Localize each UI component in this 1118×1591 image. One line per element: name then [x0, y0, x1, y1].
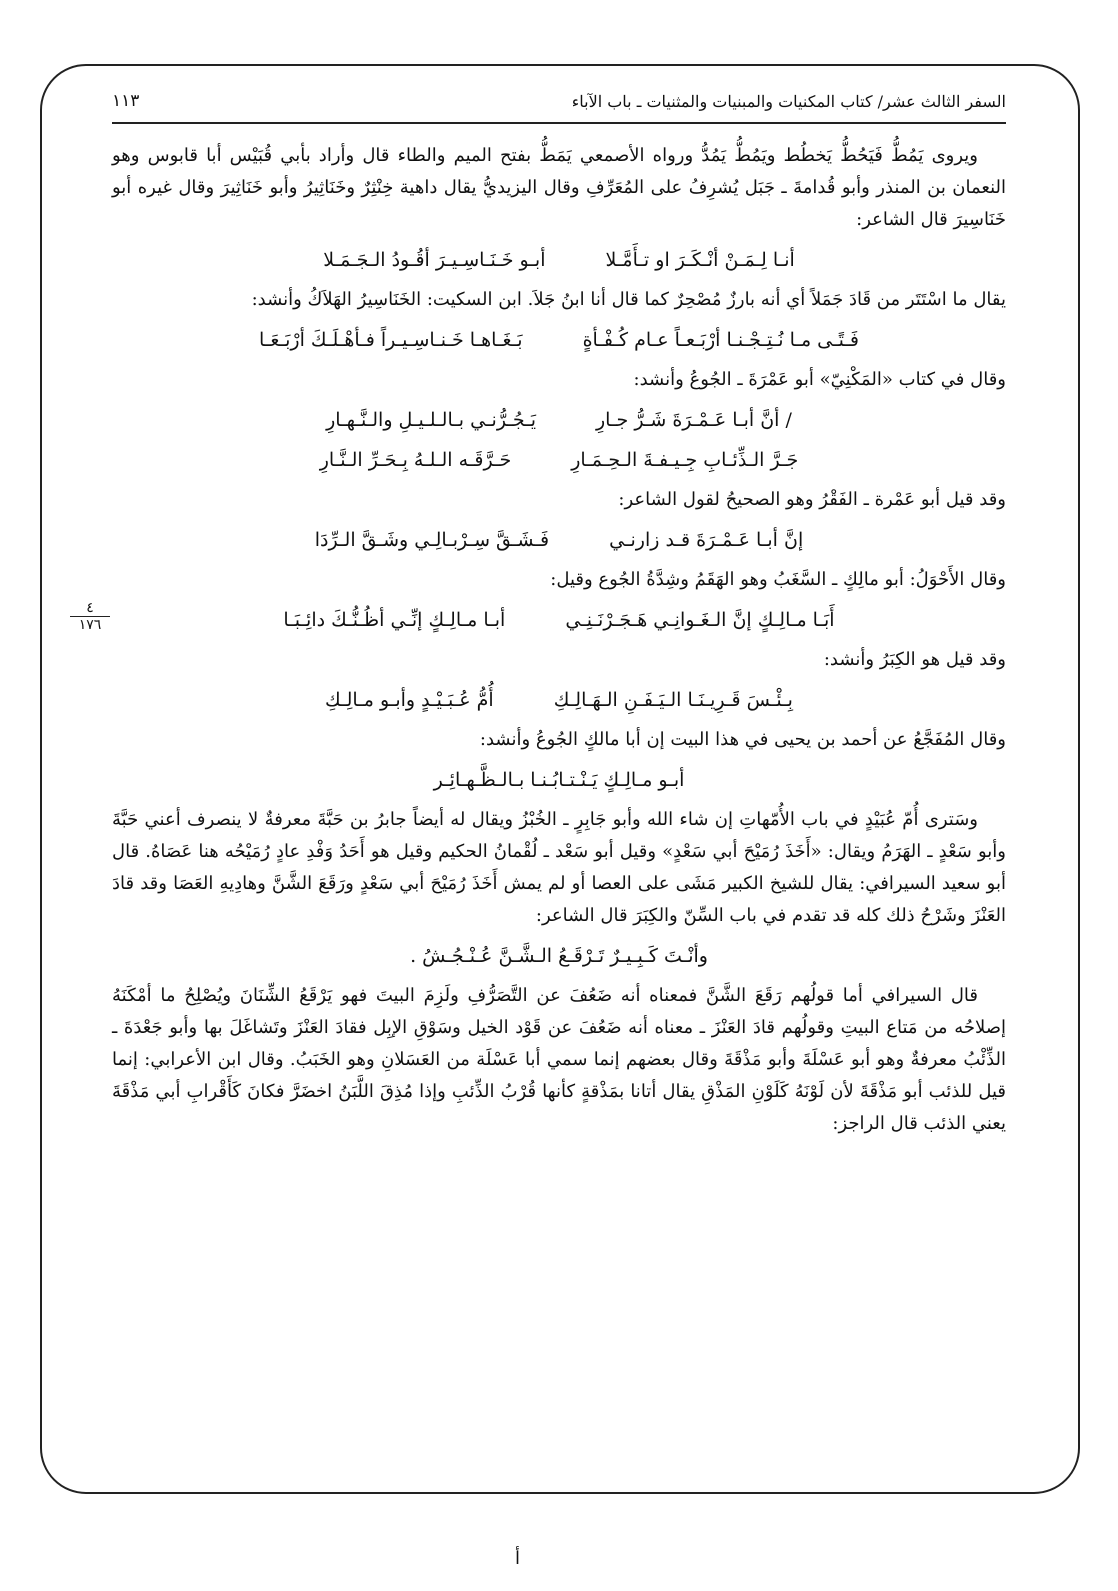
verse-second-hemistich: أُمُّ عُـبَـيْـدٍ وأبـو مـالِـكِ — [325, 689, 494, 711]
paragraph: وقد قيل أبو عَمْرة ـ الفَقْرُ وهو الصحيحُ لقول الشاعر: — [618, 489, 1006, 510]
verse-second-hemistich: يَـجُـرُّنـي بـالـلـيـلِ والـنَّـهـارِ — [326, 409, 536, 431]
footer-mark: أ — [515, 1548, 521, 1569]
verse-line — [112, 524, 1006, 556]
verse-line — [112, 444, 1006, 476]
verse-second-hemistich: بَـغَـاهـا خَـنـاسِـيـراً فـأهْـلَـكَ أرْبَـعَـا — [259, 329, 523, 351]
paragraph: قال السيرافي أما قولُهم رَقَعَ الشَّنَّ فمعناه أنه ضَعُفَ عن التَّصَرُّفِ ولَزِمَ البيتَ فهو يَرْقَعُ الشِّنَانَ ويُصْلِحُ ما أمْكَنَهُ إصلاحُه من مَتاع البيتِ وقولُهم قادَ العَنْزَ ـ معناه أنه ضَعُفَ عن قَوْد الخيل وسَوْقِ الإبِل فقادَ العَنْزَ وتَشاغَلَ بها وأبو جَعْدَةَ ـ الذِّئْبُ معرفةٌ وهو أبو عَسْلَةَ وأبو مَذْقَةَ وقال بعضهم إنما سمي أبا عَسْلَة من العَسَلانِ وهو الخَبَبُ. وقال ابن الأعرابي: إنما قيل للذئب أبو مَذْقَةَ لأن لَوْنَهُ كَلَوْنِ المَذْقِ يقال أتانا بمَذْقةٍ كأنها قُرْبُ الذِّئبِ وإذا مُذِقَ اللَّبَنُ اخضَرَّ فكانَ كَأَقْرابِ أبي مَذْقَةَ يعني الذئب قال الراجز: — [112, 985, 1007, 1134]
verse-second-hemistich: أبـو خَـنَـاسِـيـرَ أقُـودُ الـجَـمَـلا — [323, 249, 546, 271]
verse-line — [112, 324, 1006, 356]
paragraph: وسَترى أُمّ عُبَيْدٍ في باب الأُمّهاتِ إن شاء الله وأبو جَابِرٍ ـ الخُبْزُ ويقال له أيضاً جابرُ بن حَبَّةَ معرفةٌ لا ينصرف أعني حَبَّةَ وأبو سَعْدٍ ـ الهَرَمُ ويقال: «أَخَذَ رُمَيْحَ أبي سَعْدٍ» وقيل أبو سَعْد ـ لُقْمانُ الحكيم وقيل هو أَحَدُ وَفْدِ عادٍ رُمَيْحُه هنا عَصَاهُ. قال أبو سعيد السيرافي: يقال للشيخ الكبير مَشَى على العصا أو لم يمش أَخَذَ رُمَيْحَ أبي سَعْدٍ ورَقَعَ الشَّنَّ وهادِيهِ العَصَا وقد قادَ العَنْزَ وشَرْحُ ذلك كله قد تقدم في باب السِّنّ والكِبَرَ قال الشاعر: — [112, 809, 1006, 926]
margin-reference-bottom: ١٧٦ — [78, 617, 102, 633]
page-number: ١١٣ — [112, 91, 140, 111]
paragraph: وقد قيل هو الكِبَرُ وأنشد: — [823, 649, 1006, 670]
verse-second-hemistich: أبـا مـالِـكٍ إنِّـي أظُـنُّـكَ دائِـبَـا — [283, 609, 506, 631]
verse-second-hemistich: حَـرَّقَـه الـلـهُ بِـحَـرِّ الـنَّـارِ — [319, 449, 512, 471]
margin-reference-top: ٤ — [70, 600, 110, 617]
paragraph: ويروى يَمُطُّ فَيَحُطُّ يَخطُط ويَمُطُّ يَمُدُّ ورواه الأصمعي يَمَطُّ بفتح الميم والطاء قال وأراد بأبي قُبَيْس أبا قابوس وهو النعمان بن المنذر وأبو قُدامةَ ـ جَبَل يُشرِفُ على المُعَرِّفِ وقال اليزيديُّ يقال داهية خِنْثِرٌ وخَنَاثِيرُ وأبو خَنَاثِيرَ وقال غيره أبو خَنَاسِيرَ قال الشاعر: — [112, 145, 1006, 230]
verse-first-hemistich: جَـرَّ الـذِّئـابِ جِـيـفـةَ الـحِـمَـارِ — [571, 449, 799, 471]
verse-line — [112, 244, 1006, 276]
header-title: السفر الثالث عشر/ كتاب المكنيات والمبنيات والمثنيات ـ باب الآباء — [571, 91, 1006, 111]
margin-reference — [70, 600, 110, 633]
verse-line: أبـو مـالِـكٍ يَـنْـتـابُـنـا بـالـظَّـهـائِـر — [433, 769, 685, 791]
verse-line — [112, 404, 1006, 436]
running-header — [112, 80, 1006, 124]
verse-first-hemistich: أنـا لِـمَـنْ أنْـكَـرَ او تـأَمَّـلا — [605, 249, 795, 271]
paragraph: يقال ما اسْتَتَر من قَادَ جَمَلاً أي أنه بارزٌ مُصْحِرٌ كما قال أنا ابنُ جَلاَ. ابن السكيت: الخَنَاسِيرُ الهَلاَكُ وأنشد: — [251, 289, 1006, 310]
verse-first-hemistich: فَـتًـى مـا نُـتِـجْـنـا أرْبَـعـاً عـام كُـفْـأةٍ — [582, 329, 859, 351]
verse-first-hemistich: / أنَّ أبـا عَـمْـرَةَ شَـرُّ جـارِ — [596, 409, 792, 431]
page-body — [112, 140, 1006, 1140]
paragraph: وقال في كتاب «المَكْنِيّ» أبو عَمْرَةَ ـ الجُوعُ وأنشد: — [633, 369, 1006, 390]
verse-first-hemistich: أَبَـا مـالِـكٍ إنَّ الـغَـوانِـي هَـجَـرْنَـنِـي — [565, 609, 835, 631]
verse-first-hemistich: إنَّ أبـا عَـمْـرَةَ قـد زارنـي — [609, 529, 804, 551]
verse-first-hemistich: بِـئْـسَ قَـرِيـنَـا الـيَـفَـنِ الـهَـالِـكِ — [553, 689, 793, 711]
paragraph: وقال المُفَجَّعُ عن أحمد بن يحيى في هذا البيت إن أبا مالكٍ الجُوعُ وأنشد: — [479, 729, 1006, 750]
paragraph: وقال الأَحْوَلُ: أبو مالِكٍ ـ السَّغَبُ وهو الهَقَمُ وشِدَّةُ الجُوع وقيل: — [550, 569, 1006, 590]
verse-second-hemistich: فَـشَـقَّ سِـرْبـالِـي وشَـقَّ الـرِّدَا — [314, 529, 550, 551]
verse-line: وأنْـتَ كَـبِـيـرٌ تَـرْقَـعُ الـشَّـنَّ عُـنْـجُـشُ . — [410, 945, 708, 967]
verse-line — [112, 604, 1006, 636]
verse-line — [112, 684, 1006, 716]
